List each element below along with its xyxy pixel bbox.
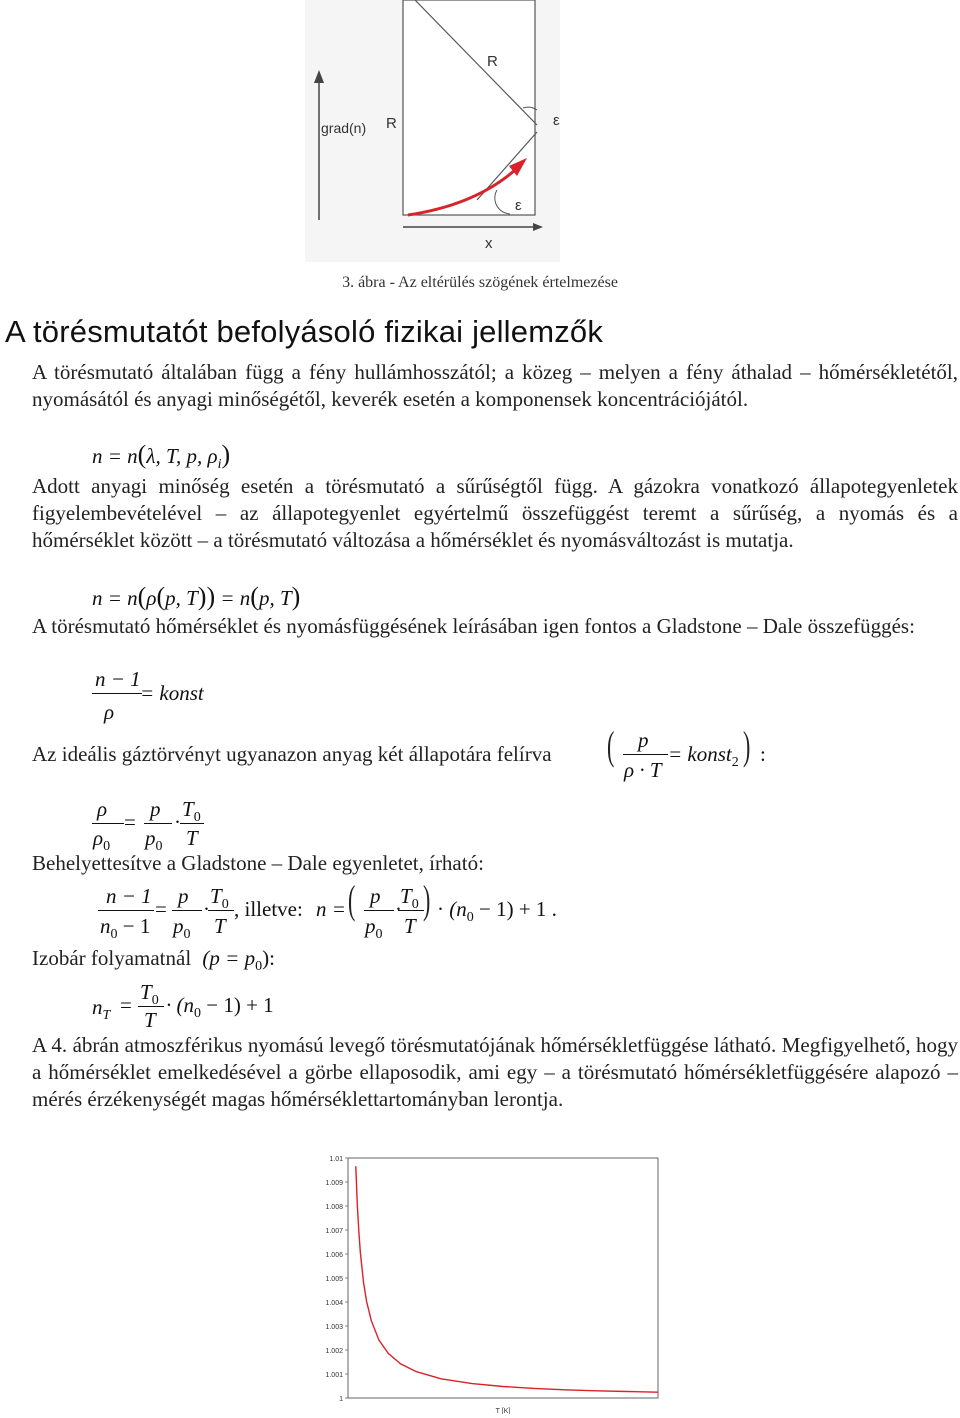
x-axis-label: T [K] [495,1408,511,1414]
line4-numerator: p [638,728,649,752]
r-diag-label: R [487,53,498,70]
gradn-label: grad(n) [321,120,367,136]
refractive-index-chart [318,1148,678,1414]
line4-tail: : [760,742,766,766]
y-tick-label: 1.01 [329,1156,343,1163]
r-left-label: R [386,115,397,132]
paragraph-4: A 4. ábrán atmoszférikus nyomású levegő törésmutatójának hőmérsékletfüggése látható. Megfigyelhető, hogy a hőmérséklet emelkedésével a görbe ellaposodik, ami egy – a törésmutató hőmérsékletfüggésére alapozó – mérés érzékenységét magas hőmérséklettartományban lerontja. [32,1033,958,1111]
y-tick-label: 1.005 [325,1276,343,1283]
diagram-box [403,0,535,215]
y-tick-label: 1.002 [325,1348,343,1355]
line4-denominator: ρ · T [624,758,662,782]
eq3-denominator: ρ [104,700,115,724]
eq3-numerator: n − 1 [95,667,141,691]
y-tick-label: 1.003 [325,1324,343,1331]
y-tick-label: 1.004 [325,1300,343,1307]
equation-2: n = n(ρ(p, T)) = n(p, T) [92,582,301,611]
equation-1: n = n(λ, T, p, $\rho_i$) [92,440,231,472]
y-tick-label: 1 [339,1396,343,1403]
refraction-diagram [305,0,560,262]
y-tick-label: 1.008 [325,1204,343,1211]
line4-rhs: = konst$_2$ [668,742,739,770]
section-title: A törésmutatót befolyásoló fizikai jellemzők [5,314,604,349]
paragraph-3: A törésmutató hőmérséklet és nyomásfüggésének leírásában igen fontos a Gladstone – Dale összefüggés: [32,614,915,638]
y-tick-label: 1.006 [325,1252,343,1259]
paragraph-1: A törésmutató általában függ a fény hullámhosszától; a közeg – melyen a fény áthalad – hőmérsékletétől, nyomásától és anyagi minőségétől, keverék esetén a komponensek koncentrációjától. [32,360,958,411]
eq3-rhs: = konst [140,681,204,705]
y-tick-label: 1.009 [325,1180,343,1187]
plot-area [348,1158,658,1398]
paragraph-2: Adott anyagi minőség esetén a törésmutató a sűrűségtől függ. A gázokra vonatkozó állapotegyenletek figyelembevételével – az állapotegyenlet egyértelmű összefüggést teremt a sűrűség, a nyomás és a hőmérséklet között – a törésmutató változása a hőmérséklet és nyomásváltozást is mutatja. [32,474,958,552]
isobaric-text: Izobár folyamatnál $(p = p_0)$: [32,946,275,974]
eps-top-label: ε [553,112,560,129]
eq5-den1: $\rho_0$ [93,826,111,854]
x-label: x [485,235,493,252]
gladstone-substitution-text: Behelyettesítve a Gladstone – Dale egyenletet, írható: [32,851,484,875]
y-tick-label: 1.007 [325,1228,343,1235]
figure-caption: 3. ábra - Az eltérülés szögének értelmezése [342,274,618,291]
y-tick-label: 1.001 [325,1372,343,1379]
ideal-gas-text: Az ideális gáztörvényt ugyanazon anyag két állapotára felírva [32,742,552,766]
eps-bottom-label: ε [515,197,522,214]
